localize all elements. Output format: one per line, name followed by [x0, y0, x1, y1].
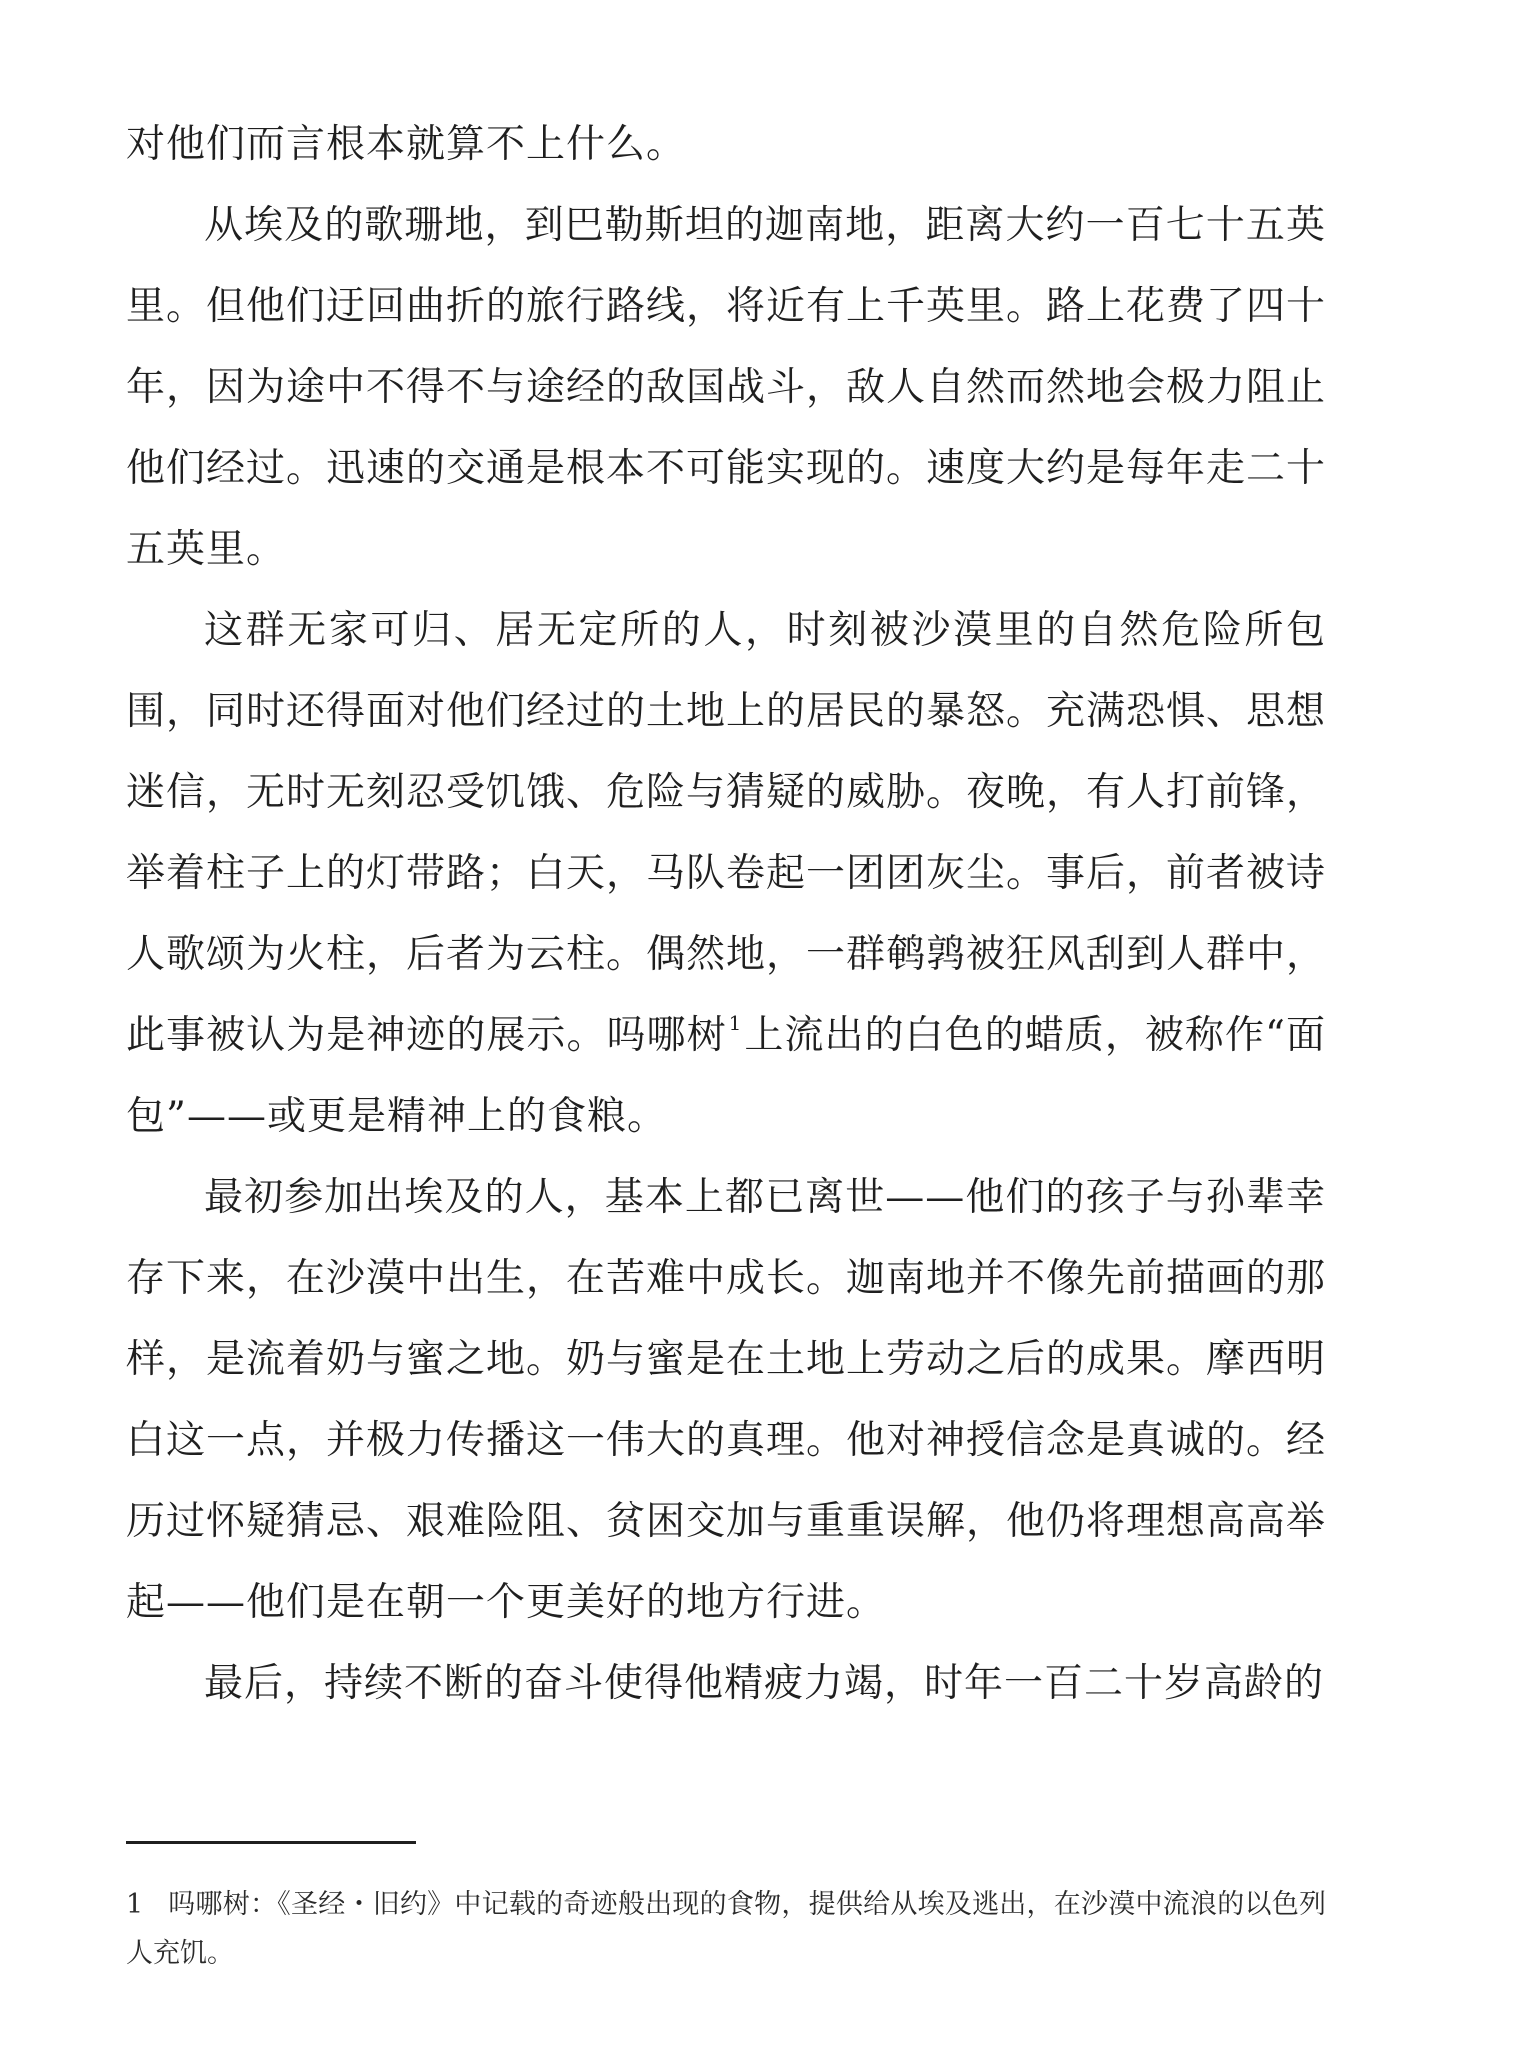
paragraph-2: 从埃及的歌珊地，到巴勒斯坦的迦南地，距离大约一百七十五英里。但他们迂回曲折的旅行路线，将近有上千英里。路上花费了四十年，因为途中不得不与途经的敌国战斗，敌人自然而然地会极力阻止他们经过。迅速的交通是根本不可能实现的。速度大约是每年走二十五英里。	[126, 203, 1327, 572]
footnote	[126, 1880, 1326, 1978]
paragraph-3-text-after: 上流出的白色的蜡质，被称作“面包”——或更是精神上的食粮。	[126, 1013, 1326, 1139]
paragraph-1: 对他们而言根本就算不上什么。	[126, 122, 687, 167]
footnote-number: 1	[126, 1889, 144, 1920]
page-body	[126, 104, 1326, 1724]
footnote-divider	[126, 1841, 416, 1844]
paragraph-3-text-before: 这群无家可归、居无定所的人，时刻被沙漠里的自然危险所包围，同时还得面对他们经过的土地上的居民的暴怒。充满恐惧、思想迷信，无时无刻忍受饥饿、危险与猜疑的威胁。夜晚，有人打前锋，举着柱子上的灯带路；白天，马队卷起一团团灰尘。事后，前者被诗人歌颂为火柱，后者为云柱。偶然地，一群鹌鹑被狂风刮到人群中，此事被认为是神迹的展示。吗哪树	[126, 608, 1327, 1058]
paragraph-4: 最初参加出埃及的人，基本上都已离世——他们的孩子与孙辈幸存下来，在沙漠中出生，在苦难中成长。迦南地并不像先前描画的那样，是流着奶与蜜之地。奶与蜜是在土地上劳动之后的成果。摩西明白这一点，并极力传播这一伟大的真理。他对神授信念是真诚的。经历过怀疑猜忌、艰难险阻、贫困交加与重重误解，他仍将理想高高举起——他们是在朝一个更美好的地方行进。	[126, 1175, 1327, 1625]
paragraph-3	[126, 590, 1326, 1157]
footnote-text: 吗哪树：《圣经・旧约》中记载的奇迹般出现的食物，提供给从埃及逃出，在沙漠中流浪的以色列人充饥。	[126, 1889, 1326, 1969]
footnote-reference: 1	[728, 1011, 743, 1035]
paragraph-5: 最后，持续不断的奋斗使得他精疲力竭，时年一百二十岁高龄的	[204, 1661, 1325, 1706]
